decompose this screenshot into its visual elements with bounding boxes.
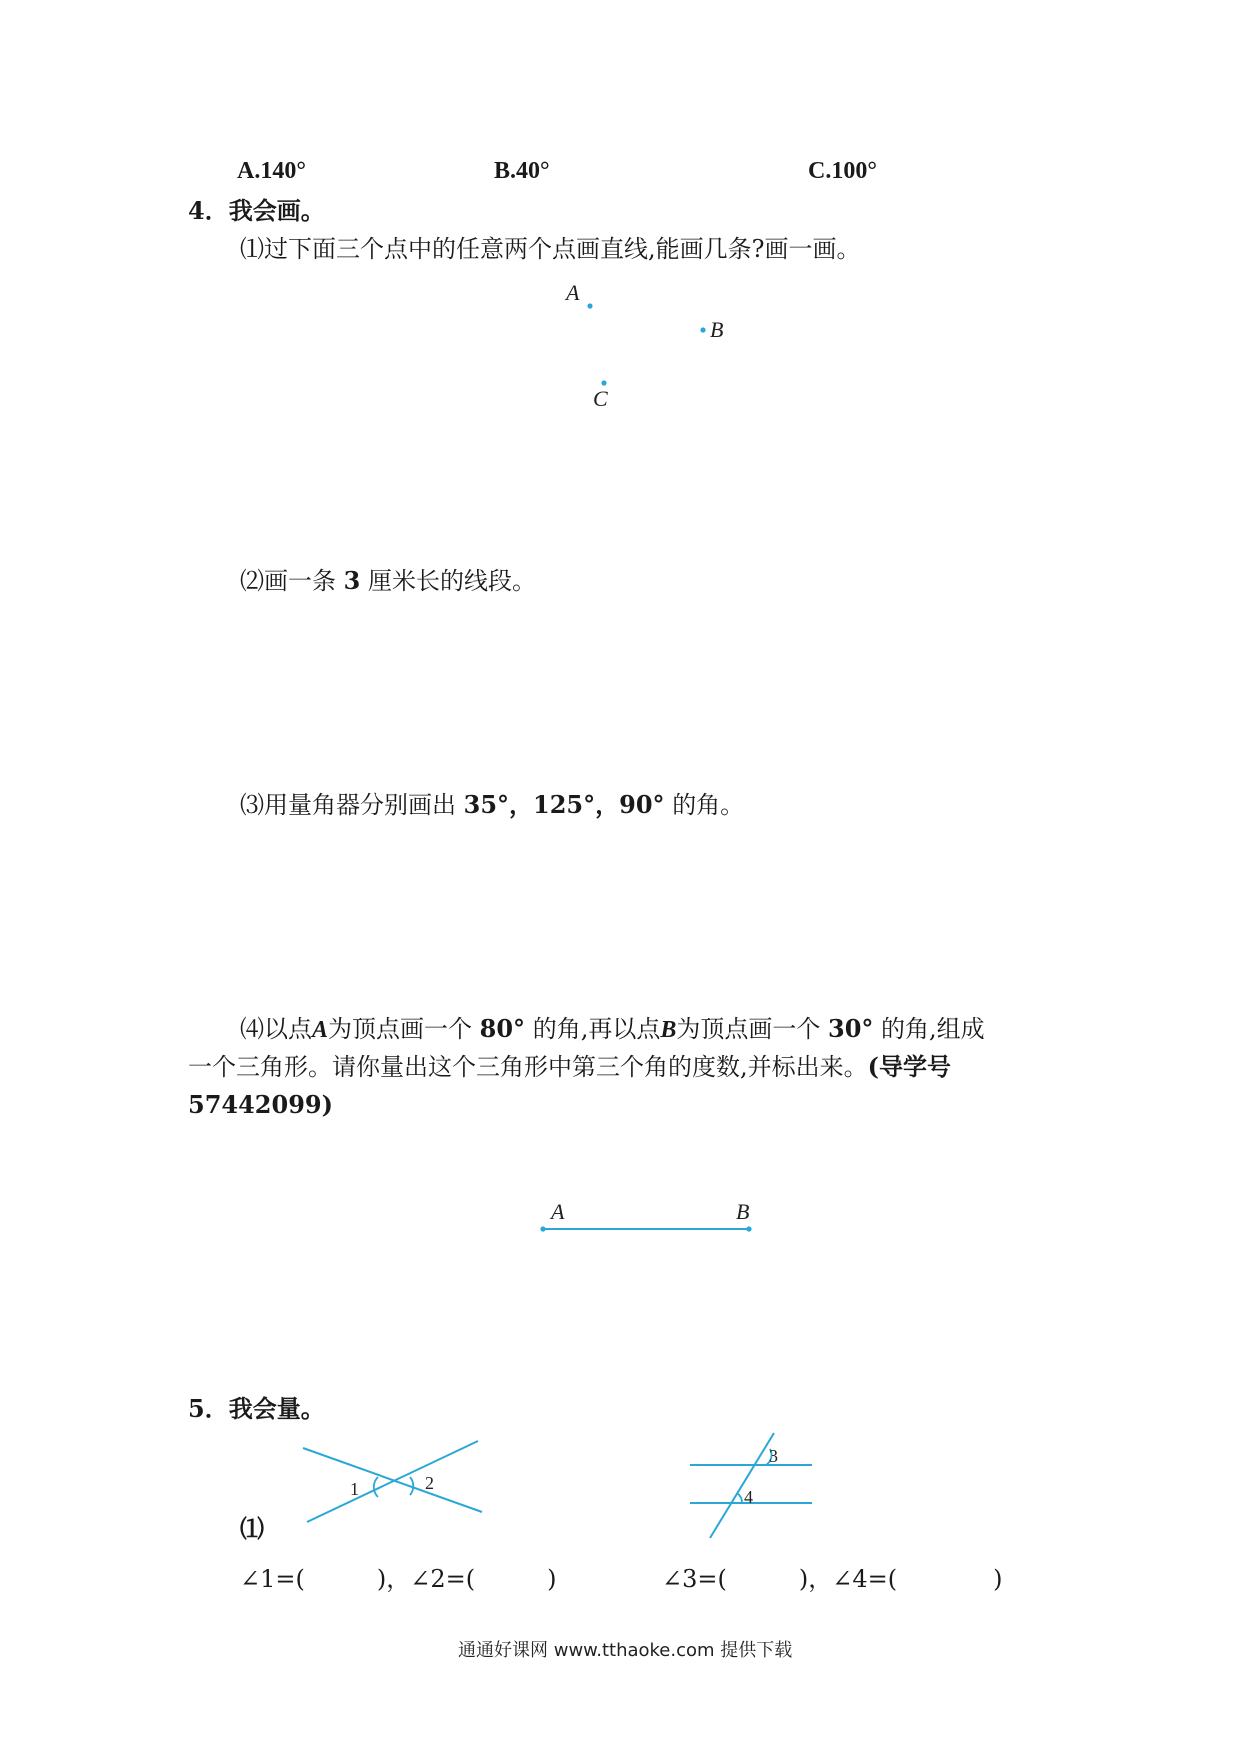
point-c-label: C — [593, 386, 608, 411]
q4-part3-suffix: 的角。 — [672, 791, 745, 819]
option-a: A.140° — [237, 158, 306, 184]
q4-part4-line2-text: 一个三角形。请你量出这个三角形中第三个角的度数,并标出来。 — [188, 1053, 868, 1081]
q4-part4-angle1: 80° — [479, 1014, 526, 1043]
option-b: B.40° — [494, 158, 550, 184]
q4-title: 4．我会画。 — [188, 196, 325, 225]
segment-label-a: A — [551, 1199, 565, 1224]
segment-label-b: B — [736, 1199, 750, 1224]
q4-part4-text-a: ⑷以点 — [240, 1015, 312, 1043]
option-c: C.100° — [808, 158, 877, 184]
q4-part4-guide: (导学号 — [867, 1052, 951, 1081]
angle-4-arc — [737, 1493, 742, 1503]
q4-part4-guide-number: 57442099) — [188, 1090, 333, 1119]
q4-part3-angles: 35°，125°，90° — [463, 790, 665, 819]
transversal-line — [710, 1433, 774, 1538]
angle-1-label: 1 — [350, 1479, 359, 1499]
angle-4-label: 4 — [744, 1487, 753, 1507]
q4-part2-suffix: 厘米长的线段。 — [367, 567, 536, 595]
q5-answer-2: ∠3=( )，∠4=( ) — [662, 1565, 1003, 1593]
footer-text: 通通好课网 www.tthaoke.com 提供下载 — [458, 1640, 793, 1661]
q4-part1: ⑴过下面三个点中的任意两个点画直线,能画几条?画一画。 — [240, 235, 861, 263]
q5-part1-label: ⑴ — [240, 1514, 264, 1543]
q4-part4-point-a: A — [312, 1017, 329, 1043]
angle-2-label: 2 — [425, 1473, 434, 1493]
q4-part4-text-b: 为顶点画一个 — [328, 1015, 473, 1043]
q4-part2-number: 3 — [343, 566, 361, 595]
q4-part4-text-d: 为顶点画一个 — [676, 1015, 821, 1043]
q4-part4-text-e: 的角,组成 — [881, 1015, 985, 1043]
q4-part2-prefix: ⑵画一条 — [240, 567, 336, 595]
q5-answer-1: ∠1=( )，∠2=( ) — [240, 1565, 557, 1593]
q5-title: 5．我会量。 — [188, 1394, 325, 1423]
point-b-label: B — [710, 317, 724, 342]
point-a-label: A — [566, 280, 580, 305]
q4-part4-point-b: B — [660, 1017, 677, 1043]
q4-part3-prefix: ⑶用量角器分别画出 — [240, 791, 456, 819]
angle-3-label: 3 — [769, 1446, 778, 1466]
q4-part4-text-c: 的角,再以点 — [532, 1015, 661, 1043]
q4-part4-angle2: 30° — [828, 1014, 874, 1043]
